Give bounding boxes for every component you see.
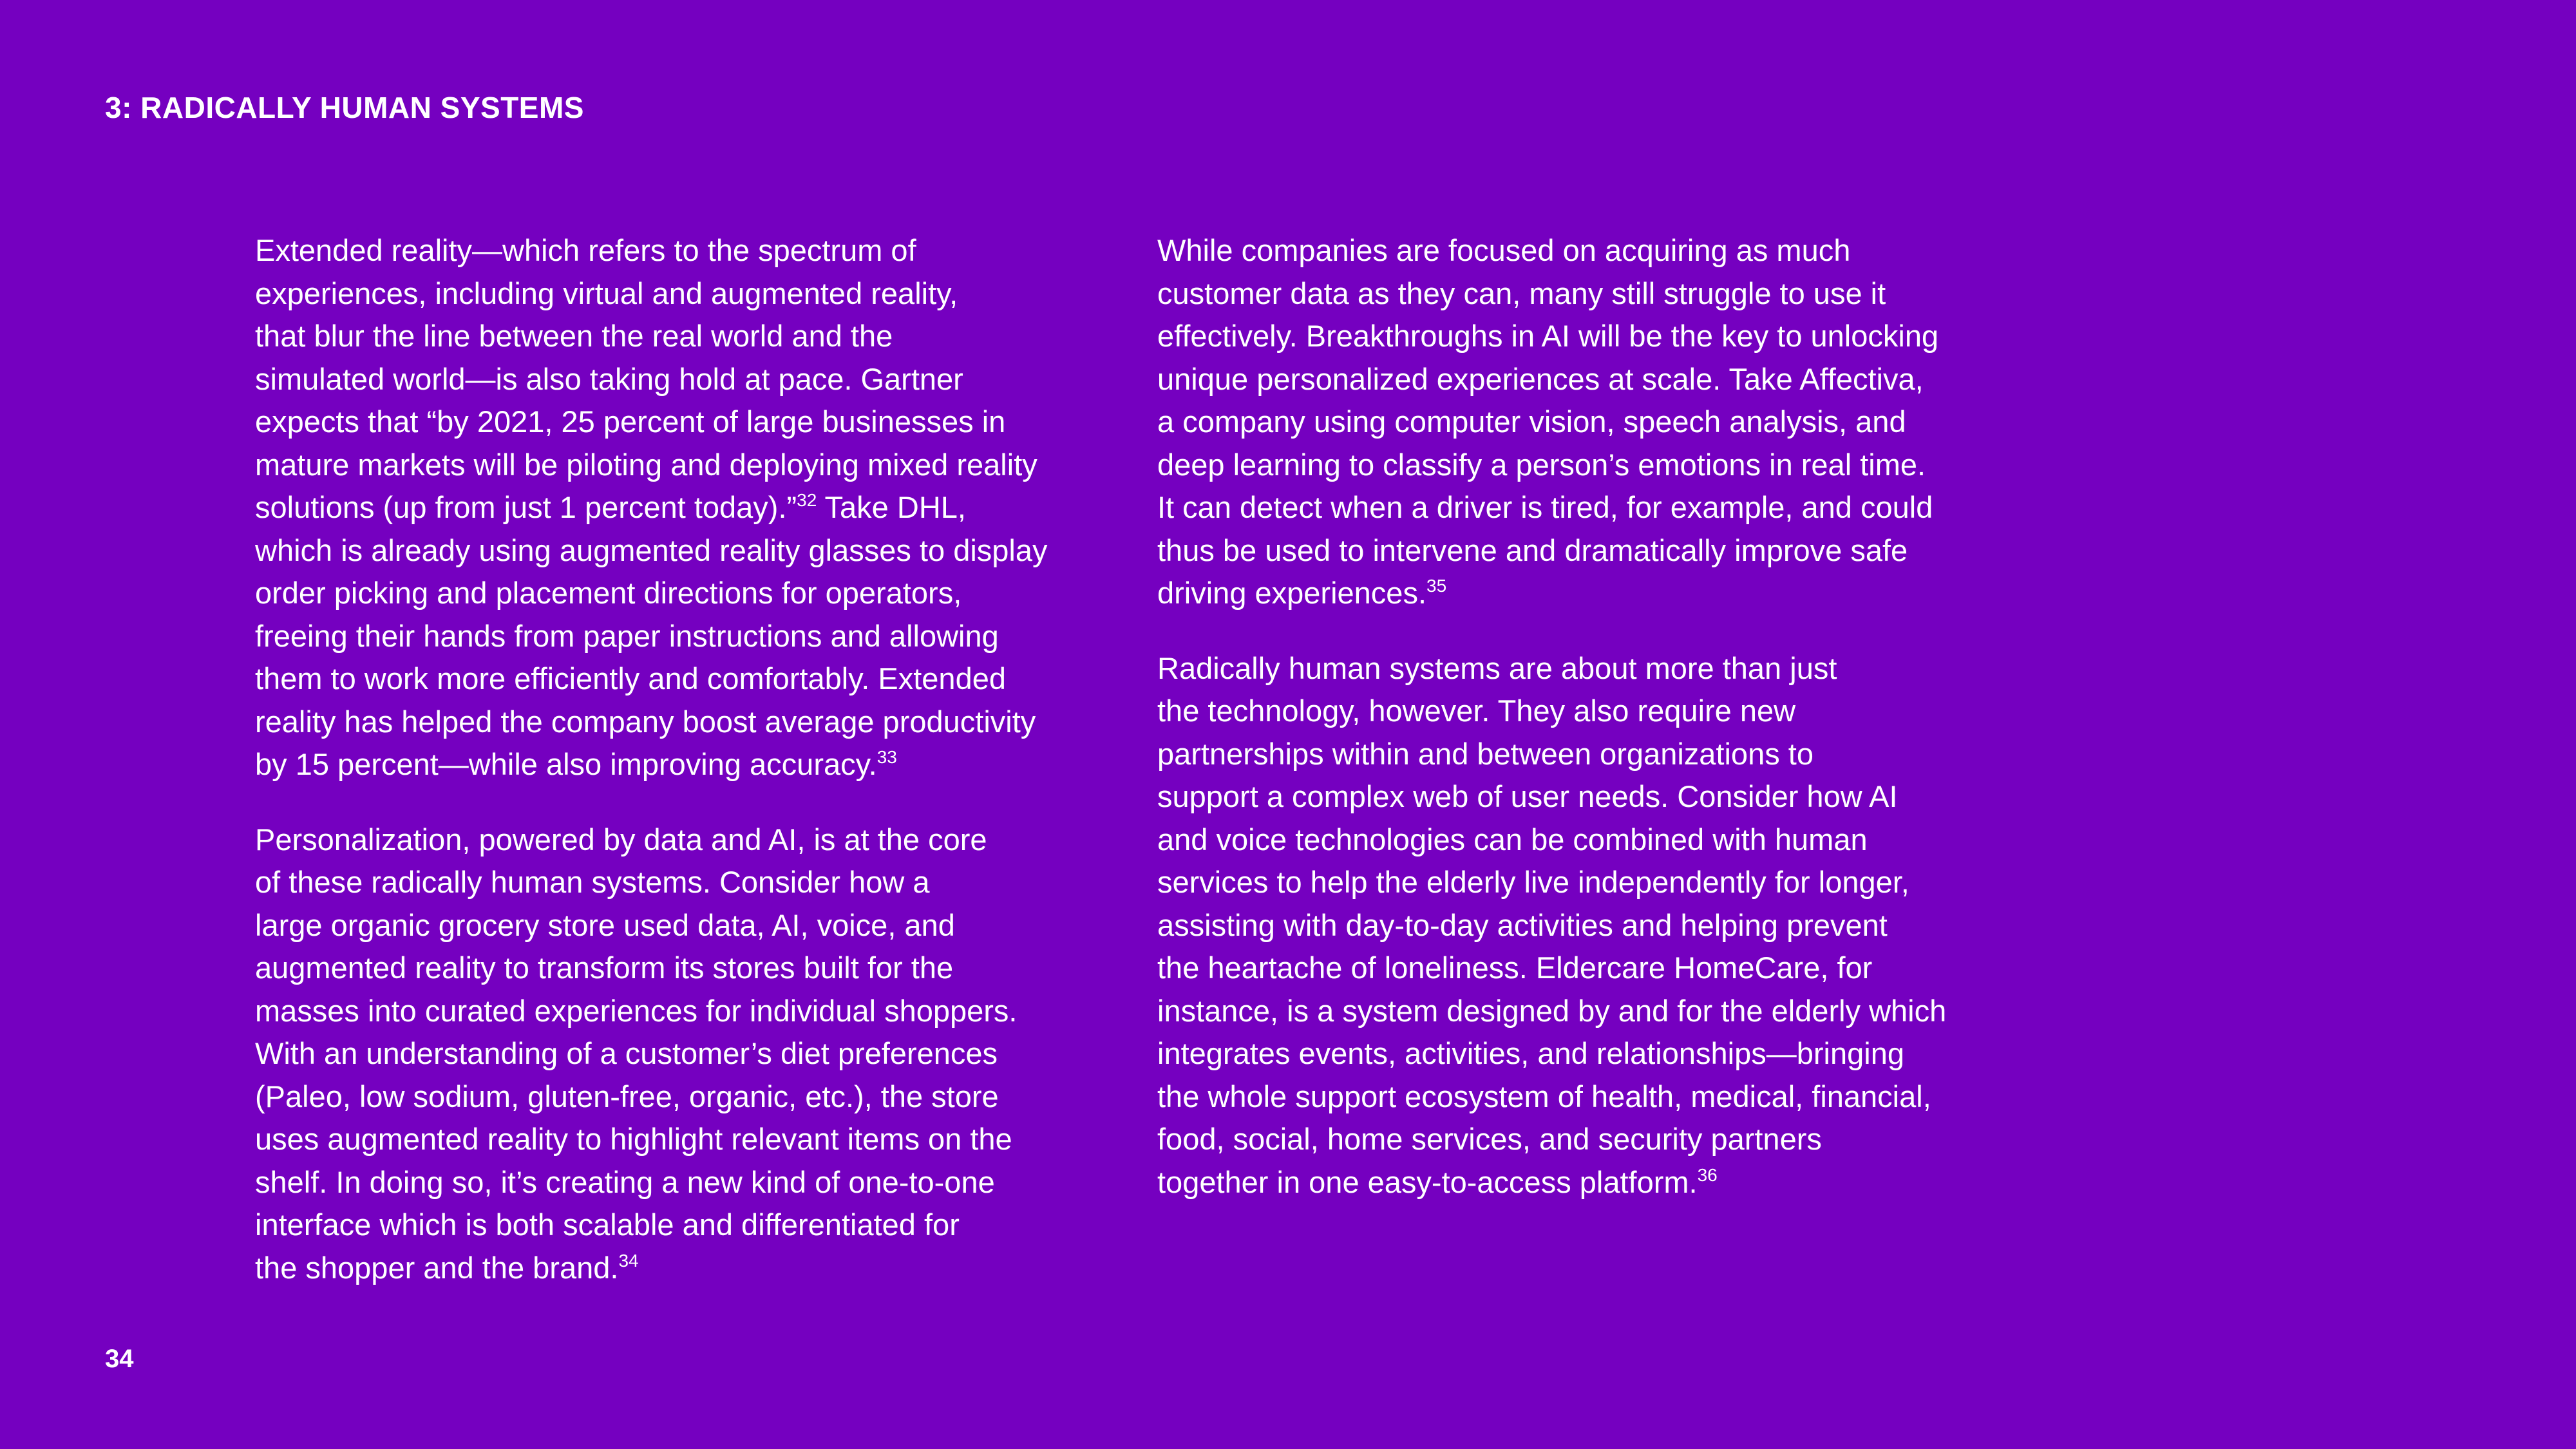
right-column xyxy=(1157,229,2046,1236)
text-fragment: driving experiences. xyxy=(1157,576,1426,610)
text-line: masses into curated experiences for individual shoppers. xyxy=(255,993,1018,1028)
footnote-ref-33: 33 xyxy=(876,747,897,767)
text-line: partnerships within and between organizations to xyxy=(1157,736,1814,771)
text-line: thus be used to intervene and dramatically improve safe xyxy=(1157,533,1908,567)
paragraph-customer-data xyxy=(1157,229,2046,615)
text-line: them to work more efficiently and comfortably. Extended xyxy=(255,661,1006,696)
text-line: Radically human systems are about more than just xyxy=(1157,650,1837,685)
text-fragment: by 15 percent—while also improving accuracy. xyxy=(255,747,877,781)
text-line: services to help the elderly live independently for longer, xyxy=(1157,865,1909,899)
text-fragment: the shopper and the brand. xyxy=(255,1250,619,1285)
footnote-ref-32: 32 xyxy=(797,490,817,510)
text-line-with-footnote xyxy=(1157,1161,2046,1204)
text-line: mature markets will be piloting and deploying mixed reality xyxy=(255,447,1037,482)
left-column xyxy=(255,229,1137,1321)
text-line: (Paleo, low sodium, gluten-free, organic, etc.), the store xyxy=(255,1079,999,1113)
text-line: unique personalized experiences at scale. Take Affectiva, xyxy=(1157,361,1924,396)
text-line: that blur the line between the real world and the xyxy=(255,319,893,353)
section-title: 3: RADICALLY HUMAN SYSTEMS xyxy=(105,91,584,124)
text-fragment: Take DHL, xyxy=(817,490,966,524)
text-line: simulated world—is also taking hold at pace. Gartner xyxy=(255,361,963,396)
page-number: 34 xyxy=(105,1345,134,1373)
footnote-ref-35: 35 xyxy=(1426,576,1447,596)
text-line: the technology, however. They also require new xyxy=(1157,694,1796,728)
text-line: shelf. In doing so, it’s creating a new kind of one-to-one xyxy=(255,1164,995,1199)
text-line: food, social, home services, and security partners xyxy=(1157,1122,1822,1156)
text-line: integrates events, activities, and relationships—bringing xyxy=(1157,1036,1904,1070)
text-line: support a complex web of user needs. Consider how AI xyxy=(1157,779,1898,813)
text-line: While companies are focused on acquiring as much xyxy=(1157,233,1851,267)
text-line: the whole support ecosystem of health, medical, financial, xyxy=(1157,1079,1931,1113)
text-line: experiences, including virtual and augmented reality, xyxy=(255,276,958,310)
text-line: Extended reality—which refers to the spectrum of xyxy=(255,233,916,267)
text-line: a company using computer vision, speech analysis, and xyxy=(1157,404,1906,439)
text-line: deep learning to classify a person’s emotions in real time. xyxy=(1157,447,1926,482)
text-line: expects that “by 2021, 25 percent of large businesses in xyxy=(255,404,1006,439)
text-line: which is already using augmented reality glasses to display xyxy=(255,533,1048,567)
text-line: augmented reality to transform its stores built for the xyxy=(255,951,954,985)
text-line-with-footnote xyxy=(255,486,1137,529)
text-line: interface which is both scalable and differentiated for xyxy=(255,1208,960,1242)
text-line: reality has helped the company boost average productivity xyxy=(255,704,1036,739)
text-line: large organic grocery store used data, AI, voice, and xyxy=(255,907,955,942)
text-line: assisting with day-to-day activities and helping prevent xyxy=(1157,907,1888,942)
text-line: and voice technologies can be combined with human xyxy=(1157,822,1868,857)
text-line-with-footnote xyxy=(1157,572,2046,615)
text-line: the heartache of loneliness. Eldercare HomeCare, for xyxy=(1157,951,1873,985)
footnote-ref-36: 36 xyxy=(1697,1164,1718,1185)
text-line: customer data as they can, many still struggle to use it xyxy=(1157,276,1886,310)
paragraph-personalization xyxy=(255,819,1137,1290)
text-line: of these radically human systems. Consider how a xyxy=(255,865,930,899)
text-line: freeing their hands from paper instructions and allowing xyxy=(255,618,999,653)
text-line-with-footnote xyxy=(255,743,1137,786)
text-line-with-footnote xyxy=(255,1247,1137,1290)
paragraph-extended-reality xyxy=(255,229,1137,786)
text-line: uses augmented reality to highlight relevant items on the xyxy=(255,1122,1012,1156)
text-line: instance, is a system designed by and for the elderly which xyxy=(1157,993,1947,1028)
text-fragment: together in one easy-to-access platform. xyxy=(1157,1164,1698,1199)
footnote-ref-34: 34 xyxy=(618,1250,639,1271)
text-line: effectively. Breakthroughs in AI will be the key to unlocking xyxy=(1157,319,1939,353)
text-fragment: solutions (up from just 1 percent today).” xyxy=(255,490,797,524)
text-line: It can detect when a driver is tired, for example, and could xyxy=(1157,490,1933,524)
paragraph-radically-human xyxy=(1157,647,2046,1204)
text-line: With an understanding of a customer’s diet preferences xyxy=(255,1036,998,1070)
text-line: order picking and placement directions for operators, xyxy=(255,576,962,610)
text-line: Personalization, powered by data and AI, is at the core xyxy=(255,822,987,857)
